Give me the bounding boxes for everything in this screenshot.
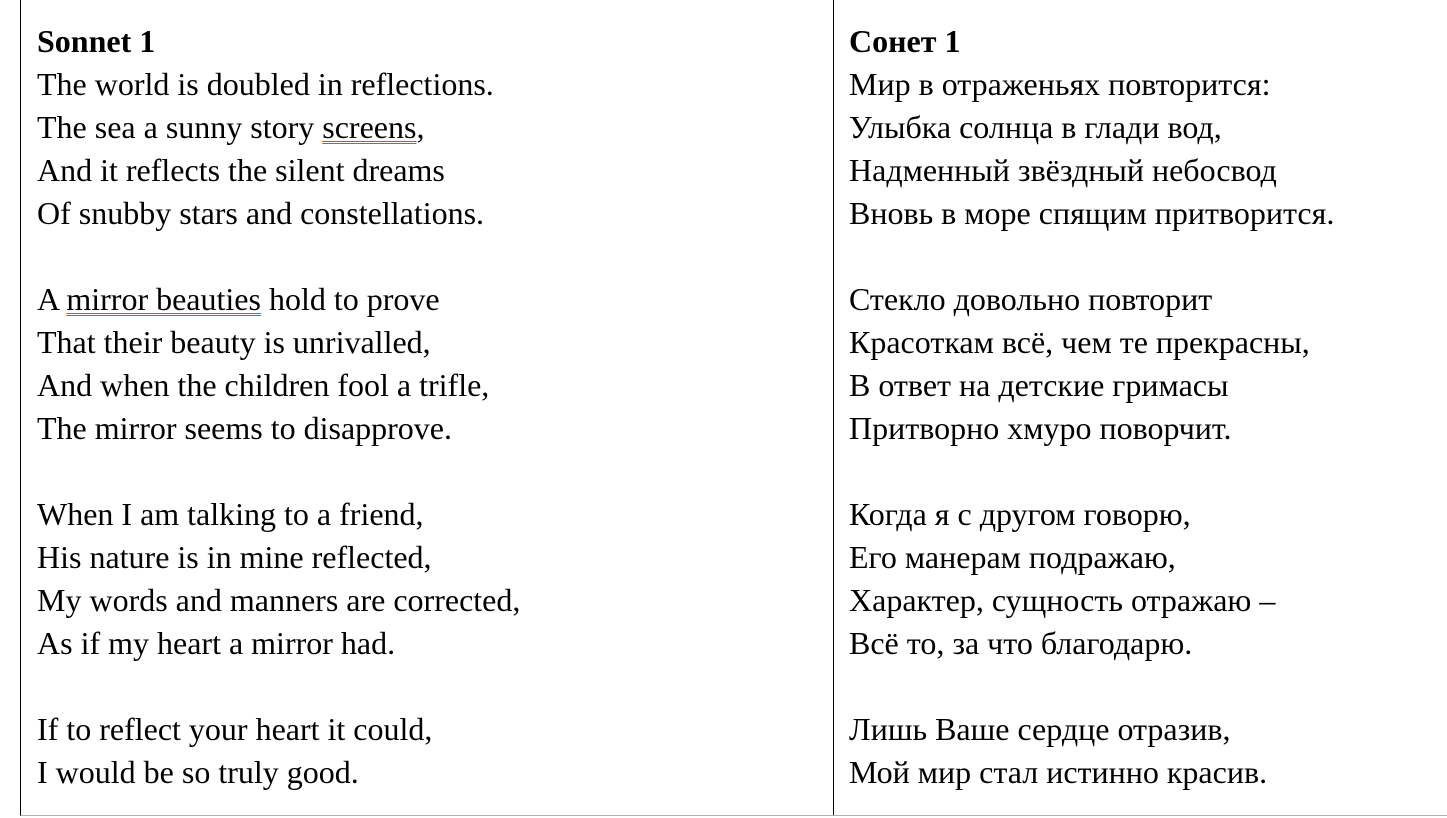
poem-line: If to reflect your heart it could, bbox=[37, 711, 433, 747]
english-column bbox=[37, 20, 817, 794]
poem-line: Всё то, за что благодарю. bbox=[849, 625, 1193, 661]
poem-line: Красоткам всё, чем те прекрасны, bbox=[849, 324, 1310, 360]
poem-line: The world is doubled in reflections. bbox=[37, 66, 494, 102]
poem-line: Его манерам подражаю, bbox=[849, 539, 1176, 575]
poem-line: Характер, сущность отражаю – bbox=[849, 582, 1276, 618]
poem-line: В ответ на детские гримасы bbox=[849, 367, 1229, 403]
poem-line: Лишь Ваше сердце отразив, bbox=[849, 711, 1231, 747]
english-stanza-1 bbox=[37, 63, 817, 235]
russian-column bbox=[849, 20, 1439, 794]
russian-stanza-1 bbox=[849, 63, 1439, 235]
poem-line bbox=[37, 278, 817, 321]
russian-title: Сонет 1 bbox=[849, 23, 961, 59]
english-stanza-4 bbox=[37, 708, 817, 794]
line-text: The sea a sunny story bbox=[37, 109, 323, 145]
poem-line: And when the children fool a trifle, bbox=[37, 367, 490, 403]
poem-line bbox=[37, 106, 817, 149]
line-text: hold to prove bbox=[260, 281, 440, 317]
poem-line: Стекло довольно повторит bbox=[849, 281, 1213, 317]
poem-line: Вновь в море спящим притворится. bbox=[849, 195, 1335, 231]
poem-line: That their beauty is unrivalled, bbox=[37, 324, 431, 360]
poem-line: Мир в отраженьях повторится: bbox=[849, 66, 1271, 102]
poem-line: My words and manners are corrected, bbox=[37, 582, 521, 618]
poem-line: His nature is in mine reflected, bbox=[37, 539, 432, 575]
poem-line: Когда я с другом говорю, bbox=[849, 496, 1191, 532]
line-text: A bbox=[37, 281, 67, 317]
poem-line: When I am talking to a friend, bbox=[37, 496, 424, 532]
poem-line: Of snubby stars and constellations. bbox=[37, 195, 485, 231]
poem-line: Надменный звёздный небосвод bbox=[849, 152, 1277, 188]
poem-line: As if my heart a mirror had. bbox=[37, 625, 396, 661]
poem-line: Притворно хмуро поворчит. bbox=[849, 410, 1232, 446]
english-stanza-2 bbox=[37, 278, 817, 450]
english-title: Sonnet 1 bbox=[37, 23, 156, 59]
russian-stanza-4 bbox=[849, 708, 1439, 794]
grammar-marked-word[interactable]: screens bbox=[322, 109, 417, 145]
poem-line: The mirror seems to disapprove. bbox=[37, 410, 452, 446]
poem-line: Мой мир стал истинно красив. bbox=[849, 754, 1268, 790]
line-text: , bbox=[416, 109, 425, 145]
russian-stanza-3 bbox=[849, 493, 1439, 665]
poem-line: I would be so truly good. bbox=[37, 754, 359, 790]
poem-line: Улыбка солнца в глади вод, bbox=[849, 109, 1222, 145]
russian-stanza-2 bbox=[849, 278, 1439, 450]
english-stanza-3 bbox=[37, 493, 817, 665]
grammar-marked-phrase[interactable]: mirror beauties bbox=[66, 281, 261, 317]
column-divider bbox=[833, 0, 834, 815]
poem-line: And it reflects the silent dreams bbox=[37, 152, 445, 188]
